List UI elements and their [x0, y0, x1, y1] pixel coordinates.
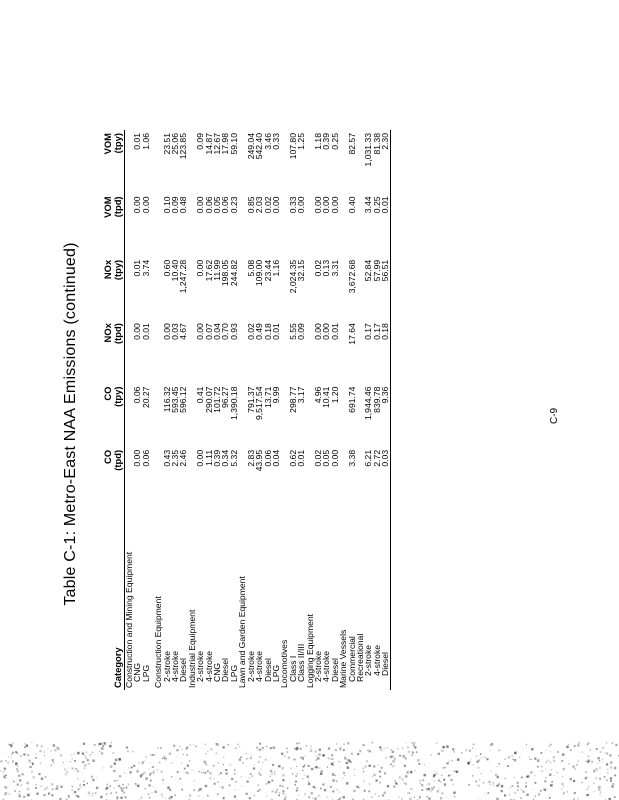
cell-value: 0.03: [170, 323, 181, 340]
table-row: [179, 130, 187, 690]
cell-value: 0.01: [140, 323, 151, 340]
table-row: [142, 130, 150, 690]
cell-value: 52.84: [363, 259, 374, 282]
row-label: CNG: [132, 662, 143, 682]
cell-value: 0.33: [287, 196, 298, 214]
row-label: Recreational: [354, 633, 365, 682]
cell-value: 0.00: [270, 196, 281, 214]
table-row: [255, 130, 263, 690]
cell-value: 0.00: [132, 196, 143, 214]
cell-value: 57.99: [371, 259, 382, 282]
cell-value: 0.01: [296, 449, 307, 467]
cell-value: 0.07: [203, 323, 214, 340]
cell-value: 43.95: [254, 449, 265, 472]
cell-value: 0.34: [220, 449, 231, 467]
row-label: LPG: [140, 664, 151, 682]
cell-value: 0.85: [245, 196, 256, 214]
cell-value: 0.00: [329, 449, 340, 467]
cell-value: 0.01: [132, 259, 143, 277]
cell-value: 0.06: [132, 386, 143, 404]
cell-value: 0.06: [140, 449, 151, 467]
table-body: [125, 130, 391, 690]
table-row: [297, 130, 305, 690]
cell-value: 0.00: [329, 196, 340, 214]
row-label: 4-stroke: [254, 650, 265, 682]
cell-value: 0.18: [380, 323, 391, 340]
cell-value: 2.83: [245, 449, 256, 467]
cell-value: 198.05: [220, 259, 231, 287]
row-label: 4-stroke: [170, 650, 181, 682]
cell-value: [150, 447, 162, 510]
cell-value: 0.00: [296, 196, 307, 214]
row-label: Commercial: [346, 636, 357, 682]
cell-value: 17.98: [220, 133, 231, 155]
cell-value: 4.67: [178, 323, 189, 340]
row-label: LPG: [270, 664, 281, 682]
cell-value: 0.17: [363, 323, 374, 340]
cell-value: 0.23: [228, 196, 239, 214]
cell-value: 0.25: [371, 196, 382, 214]
table-group-row: [306, 130, 314, 690]
cell-value: 4.96: [312, 386, 323, 404]
cell-value: 3.74: [140, 259, 151, 277]
cell-value: 1.16: [270, 259, 281, 277]
cell-value: 791.37: [245, 386, 256, 413]
cell-value: 249.04: [245, 133, 256, 160]
cell-value: 290.07: [203, 386, 214, 413]
cell-value: 3.31: [329, 259, 340, 277]
row-label: 2-stroke: [195, 650, 206, 682]
cell-value: 2.35: [170, 449, 181, 467]
row-label: 4-stroke: [371, 644, 382, 676]
cell-value: 1.11: [203, 449, 214, 466]
cell-value: 0.06: [203, 196, 214, 214]
cell-value: 0.43: [161, 449, 172, 467]
cell-value: 0.09: [170, 196, 181, 214]
cell-value: 1.18: [312, 133, 323, 150]
cell-value: 0.62: [287, 449, 298, 467]
cell-value: 82.57: [346, 133, 357, 155]
cell-value: 0.06: [220, 196, 231, 214]
cell-value: 0.70: [220, 323, 231, 340]
cell-value: 6.21: [363, 449, 374, 467]
table-title: Table C-1: Metro-East NAA Emissions (continued): [62, 242, 79, 606]
table-row: [272, 130, 280, 690]
cell-value: 0.00: [161, 323, 172, 340]
cell-value: 1.25: [296, 133, 307, 150]
cell-value: 32.15: [296, 259, 307, 282]
col-header-category: Category: [112, 647, 123, 688]
cell-value: 1,944.46: [363, 386, 374, 420]
cell-value: 0.03: [380, 449, 391, 467]
cell-value: 0.01: [380, 196, 391, 214]
cell-value: 1,247.28: [178, 259, 189, 294]
row-label: Logging Equipment: [304, 613, 315, 688]
cell-value: [150, 193, 162, 256]
cell-value: 2.03: [254, 196, 265, 214]
cell-value: 0.00: [312, 196, 323, 214]
cell-value: 123.85: [178, 133, 189, 160]
row-label: 2-stroke: [363, 644, 374, 676]
cell-value: 0.02: [312, 449, 323, 467]
cell-value: 0.02: [262, 196, 273, 214]
cell-value: 0.06: [262, 449, 273, 467]
row-label: Construction and Mining Equipment: [124, 551, 134, 688]
table-row: [381, 130, 390, 690]
table-row: [314, 130, 322, 690]
cell-value: 0.00: [321, 323, 332, 340]
cell-value: 0.13: [321, 259, 332, 277]
cell-value: 23.44: [262, 259, 273, 282]
table-group-row: [150, 130, 162, 690]
col-header-nox-tpy: NOx (tpy): [102, 259, 123, 281]
row-label: 4-stroke: [321, 650, 332, 682]
cell-value: 59.10: [228, 133, 239, 155]
row-label: 2-stroke: [312, 650, 323, 682]
cell-value: 0.00: [195, 449, 206, 467]
row-label: Class I: [287, 655, 298, 682]
page-number: C-9: [549, 407, 560, 424]
table-row: [373, 130, 381, 690]
col-header-co-tpy: CO (tpy): [102, 386, 123, 407]
cell-value: 5.32: [228, 449, 239, 467]
cell-value: 0.25: [329, 133, 340, 150]
rotated-table-block: [62, 104, 619, 704]
cell-value: 1,390.18: [228, 386, 239, 420]
cell-value: 3,672.68: [346, 259, 357, 294]
cell-value: 2,024.35: [287, 259, 298, 294]
cell-value: 0.00: [312, 323, 323, 340]
row-label: 2-stroke: [245, 650, 256, 682]
cell-value: [150, 257, 162, 320]
cell-value: 0.02: [312, 259, 323, 277]
cell-value: 96.27: [220, 386, 231, 409]
cell-value: 1.20: [329, 386, 340, 404]
cell-value: 0.05: [212, 196, 223, 214]
row-label: 4-stroke: [203, 650, 214, 682]
row-label: Diesel: [262, 658, 273, 682]
cell-value: 596.12: [178, 386, 189, 413]
cell-value: 17.62: [203, 259, 214, 282]
col-header-nox-tpd: NOx (tpd): [102, 323, 123, 344]
table-group-row: [188, 130, 196, 690]
row-label: Construction Equipment: [153, 596, 164, 688]
cell-value: 0.01: [329, 323, 340, 340]
cell-value: 101.72: [212, 386, 223, 413]
cell-value: 0.10: [161, 196, 172, 214]
cell-value: 0.33: [270, 133, 281, 150]
cell-value: 0.04: [212, 323, 223, 340]
cell-value: 5.55: [287, 323, 298, 340]
cell-value: 0.60: [161, 259, 172, 277]
cell-value: 0.00: [132, 323, 143, 340]
cell-value: [150, 130, 162, 193]
cell-value: [150, 320, 162, 383]
cell-value: 0.17: [371, 323, 382, 340]
row-label: Industrial Equipment: [186, 609, 197, 688]
cell-value: [150, 384, 162, 447]
col-header-co-tpd: CO (tpd): [102, 449, 123, 471]
row-label: 2-stroke: [161, 650, 172, 682]
cell-value: 0.04: [270, 449, 281, 467]
cell-value: 14.87: [203, 133, 214, 155]
cell-value: 3.46: [262, 133, 273, 150]
row-label: Locomotives: [279, 639, 290, 688]
cell-value: 1,031.33: [363, 133, 374, 167]
cell-value: 116.32: [161, 386, 172, 413]
cell-value: 691.74: [346, 386, 357, 413]
row-label: Class II/III: [296, 643, 307, 682]
cell-value: 1.06: [140, 133, 151, 150]
cell-value: 109.00: [254, 259, 265, 287]
table-group-row: [125, 130, 134, 690]
cell-value: 0.00: [321, 196, 332, 214]
cell-value: 0.48: [178, 196, 189, 214]
cell-value: 0.00: [195, 259, 206, 277]
cell-value: 9,517.54: [254, 386, 265, 420]
cell-value: 0.01: [270, 323, 281, 340]
cell-value: 2.72: [371, 449, 382, 467]
col-header-vom-tpy: VOM (tpy): [102, 133, 123, 155]
table-row: [213, 130, 221, 690]
cell-value: 0.41: [195, 386, 206, 404]
cell-value: 25.06: [170, 133, 181, 155]
cell-value: 0.02: [245, 323, 256, 340]
cell-value: 56.51: [380, 259, 391, 282]
row-label: Lawn and Garden Equipment: [237, 576, 248, 688]
row-label: Marine Vessels: [338, 629, 349, 688]
header-row: [102, 130, 125, 690]
cell-value: 10.41: [321, 386, 332, 409]
cell-value: 0.39: [321, 133, 332, 150]
row-label: Diesel: [178, 658, 189, 682]
row-label: LPG: [228, 664, 239, 682]
cell-value: 17.64: [346, 323, 357, 345]
cell-value: 10.40: [170, 259, 181, 282]
scan-noise: [0, 742, 619, 800]
cell-value: 0.39: [212, 449, 223, 467]
cell-value: 20.27: [140, 386, 151, 409]
cell-value: 0.09: [195, 133, 206, 150]
cell-value: 2.46: [178, 449, 189, 467]
cell-value: 5.08: [245, 259, 256, 277]
cell-value: 81.38: [371, 133, 382, 155]
cell-value: 3.38: [346, 449, 357, 467]
table-row: [331, 130, 339, 690]
cell-value: 23.51: [161, 133, 172, 155]
cell-value: 0.49: [254, 323, 265, 340]
row-label: CNG: [212, 662, 223, 682]
row-label: Diesel: [329, 658, 340, 682]
cell-value: 2.30: [380, 133, 391, 150]
cell-value: 3.44: [363, 196, 374, 214]
table-row: [289, 130, 297, 690]
cell-value: 0.05: [321, 449, 332, 467]
cell-value: 0.00: [140, 196, 151, 214]
table-row: [133, 130, 141, 690]
row-label: Diesel: [380, 652, 391, 676]
cell-value: 9.99: [270, 386, 281, 404]
cell-value: 11.99: [212, 259, 223, 281]
cell-value: 244.82: [228, 259, 239, 287]
cell-value: 0.18: [262, 323, 273, 340]
cell-value: 107.80: [287, 133, 298, 160]
emissions-table: [102, 130, 391, 690]
cell-value: 298.77: [287, 386, 298, 413]
cell-value: 3.17: [296, 386, 307, 404]
cell-value: 542.40: [254, 133, 265, 160]
cell-value: 12.67: [212, 133, 223, 155]
col-header-vom-tpd: VOM (tpd): [102, 196, 123, 218]
table-row: [264, 130, 272, 690]
row-label: Diesel: [220, 658, 231, 682]
cell-value: 0.00: [195, 196, 206, 214]
cell-value: 0.40: [346, 196, 357, 214]
cell-value: 0.93: [228, 323, 239, 340]
cell-value: 0.09: [296, 323, 307, 340]
cell-value: 839.78: [371, 386, 382, 413]
cell-value: 0.01: [132, 133, 143, 150]
cell-value: 9.36: [380, 386, 391, 404]
cell-value: 0.00: [195, 323, 206, 340]
table-row: [322, 130, 330, 690]
cell-value: 593.45: [170, 386, 181, 413]
cell-value: 0.00: [132, 449, 143, 467]
table-row: [348, 130, 356, 690]
cell-value: 13.71: [262, 386, 273, 409]
